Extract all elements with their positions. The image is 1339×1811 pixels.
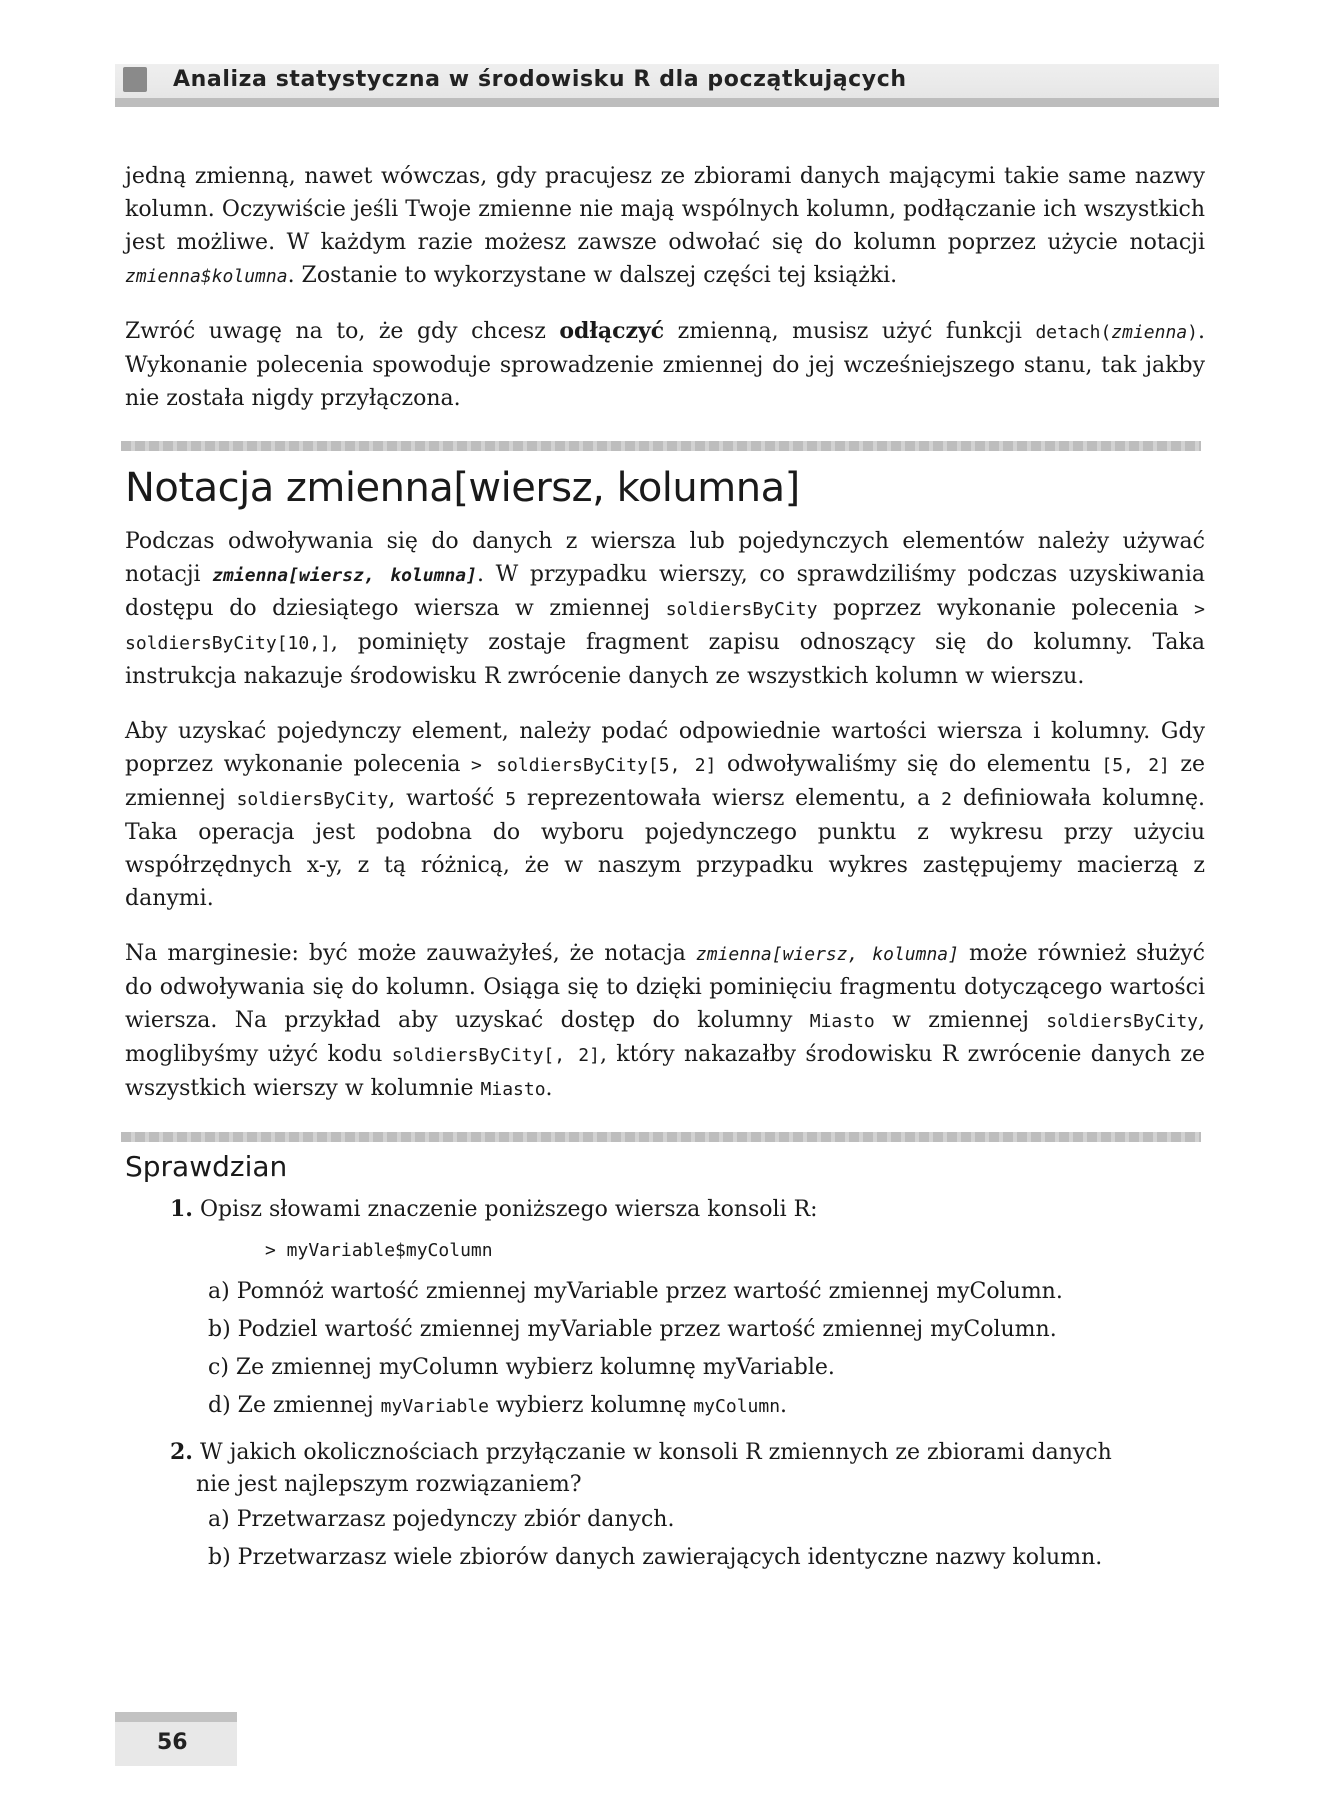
code-inline: myVariable: [380, 1396, 490, 1417]
code-inline: Miasto: [480, 1079, 546, 1100]
answer-option-d: [208, 1387, 1205, 1426]
answer-option-b: b) Podziel wartość zmiennej myVariable przez wartość zmiennej myColumn.: [208, 1317, 1057, 1342]
code-inline: soldiersByCity: [236, 789, 389, 810]
answer-option-c: c) Ze zmiennej myColumn wybierz kolumnę myVariable.: [208, 1355, 835, 1380]
code-inline: Miasto: [809, 1011, 875, 1032]
text: , pominięty zostaje fragment zapisu odnoszący się do kolumny. Taka instrukcja nakazuje środowisku R zwrócenie danych ze wszystkich kolumn w wierszu.: [125, 630, 1205, 689]
answer-option-a: a) Pomnóż wartość zmiennej myVariable przez wartość zmiennej myColumn.: [208, 1279, 1063, 1304]
quiz-heading: Sprawdzian: [125, 1150, 288, 1183]
running-header: [115, 64, 1219, 107]
code-inline: [5, 2]: [1101, 755, 1170, 776]
text: , wartość: [388, 786, 506, 811]
text: odwoływaliśmy się do elementu: [716, 752, 1102, 777]
question-2: [170, 1436, 1205, 1501]
answer-option-b: b) Przetwarzasz wiele zbiorów danych zawierających identyczne nazwy kolumn.: [208, 1545, 1103, 1570]
page-number: 56: [157, 1730, 188, 1755]
bold-term: odłączyć: [559, 318, 665, 344]
text: jedną zmienną, nawet wówczas, gdy pracujesz ze zbiorami danych mającymi takie same nazwy kolumn. Oczywiście jeśli Twoje zmienne nie mają wspólnych kolumn, podłączanie ich wszystkich jest możliwe. W każdym razie możesz zawsze odwołać się do kolumn poprzez użycie notacji: [125, 164, 1205, 255]
text: definiowała kolumnę. Taka operacja jest podobna do wyboru pojedynczego punktu z wykresu przy użyciu współrzędnych x-y, z tą różnicą, że w naszym przypadku wykres zastępujemy macierzą z danymi.: [125, 786, 1205, 911]
answer-option-a: a) Przetwarzasz pojedynczy zbiór danych.: [208, 1507, 675, 1532]
text: Zwróć uwagę na to, że gdy chcesz: [125, 319, 560, 344]
question-text-cont: nie jest najlepszym rozwiązaniem?: [196, 1472, 582, 1497]
question-text: W jakich okolicznościach przyłączanie w konsoli R zmiennych ze zbiorami danych: [192, 1440, 1112, 1465]
code-inline: zmienna[wiersz, kolumna]: [695, 944, 959, 965]
code-inline: detach(: [1035, 322, 1112, 343]
paragraph-2: [125, 315, 1205, 415]
text: Aby uzyskać pojedynczy element, należy podać odpowiednie wartości wiersza i kolumny. Gdy poprzez wykonanie polecenia: [125, 719, 1205, 777]
text: .: [545, 1076, 553, 1101]
question-text: Opisz słowami znaczenie poniższego wiersza konsoli R:: [192, 1197, 818, 1222]
text: reprezentowała wiersz elementu, a: [516, 786, 942, 811]
text: zmienną, musisz użyć funkcji: [664, 319, 1036, 344]
paragraph-3: [125, 525, 1205, 693]
section-heading: Notacja zmienna[wiersz, kolumna]: [125, 465, 800, 511]
text: Na marginesie: być może zauważyłeś, że notacja: [125, 941, 696, 966]
code-inline: ): [1187, 322, 1198, 343]
paragraph-1: [125, 160, 1205, 293]
code-inline: soldiersByCity: [1046, 1011, 1199, 1032]
paragraph-4: [125, 715, 1205, 915]
code-inline: > soldiersByCity[10,]: [125, 599, 1205, 654]
text: ze zmiennej: [125, 752, 1206, 811]
code-inline: > soldiersByCity[5, 2]: [471, 755, 717, 776]
code-inline: 2: [941, 789, 952, 810]
section-divider: [121, 441, 1201, 451]
text: d) Ze zmiennej: [208, 1393, 381, 1418]
text: poprzez wykonanie polecenia: [817, 596, 1195, 621]
code-inline: zmienna[wiersz, kolumna]: [212, 565, 477, 586]
text: , który nakazałby środowisku R zwrócenie danych ze wszystkich wierszy w kolumnie: [125, 1042, 1205, 1101]
text: Podczas odwoływania się do danych z wiersza lub pojedynczych elementów należy używać notacji: [125, 529, 1205, 587]
text: w zmiennej: [874, 1008, 1047, 1033]
quiz-divider: [121, 1132, 1201, 1142]
page-content: [125, 160, 1205, 1577]
code-inline: zmienna$kolumna: [125, 266, 288, 287]
page-number-box: [115, 1712, 237, 1766]
code-inline: zmienna: [1111, 322, 1188, 343]
code-inline: 5: [505, 789, 517, 810]
text: . Zostanie to wykorzystane w dalszej części tej książki.: [287, 263, 898, 288]
paragraph-5: [125, 937, 1205, 1106]
text: , moglibyśmy użyć kodu: [125, 1008, 1206, 1067]
text: może również służyć do odwoływania się do kolumn. Osiąga się to dzięki pominięciu fragmentu dotyczącego wartości wiersza. Na przykład aby uzyskać dostęp do kolumny: [125, 941, 1205, 1033]
text: .: [780, 1393, 788, 1418]
code-inline: soldiersByCity: [665, 599, 818, 620]
text: . Wykonanie polecenia spowoduje sprowadzenie zmiennej do jej wcześniejszego stanu, tak jakby nie została nigdy przyłączona.: [125, 319, 1205, 411]
question-number: 2.: [170, 1439, 193, 1465]
text: wybierz kolumnę: [489, 1393, 694, 1418]
question-1: [170, 1193, 1205, 1226]
question-number: 1.: [170, 1196, 193, 1222]
header-title: Analiza statystyczna w środowisku R dla początkujących: [173, 67, 907, 92]
code-example: > myVariable$myColumn: [265, 1240, 493, 1261]
code-inline: myColumn: [693, 1396, 781, 1417]
header-marker: [123, 67, 147, 92]
text: . W przypadku wierszy, co sprawdziliśmy podczas uzyskiwania dostępu do dziesiątego wiersza w zmiennej: [125, 562, 1206, 621]
quiz-questions: [170, 1193, 1205, 1577]
code-inline: soldiersByCity[, 2]: [391, 1045, 600, 1066]
